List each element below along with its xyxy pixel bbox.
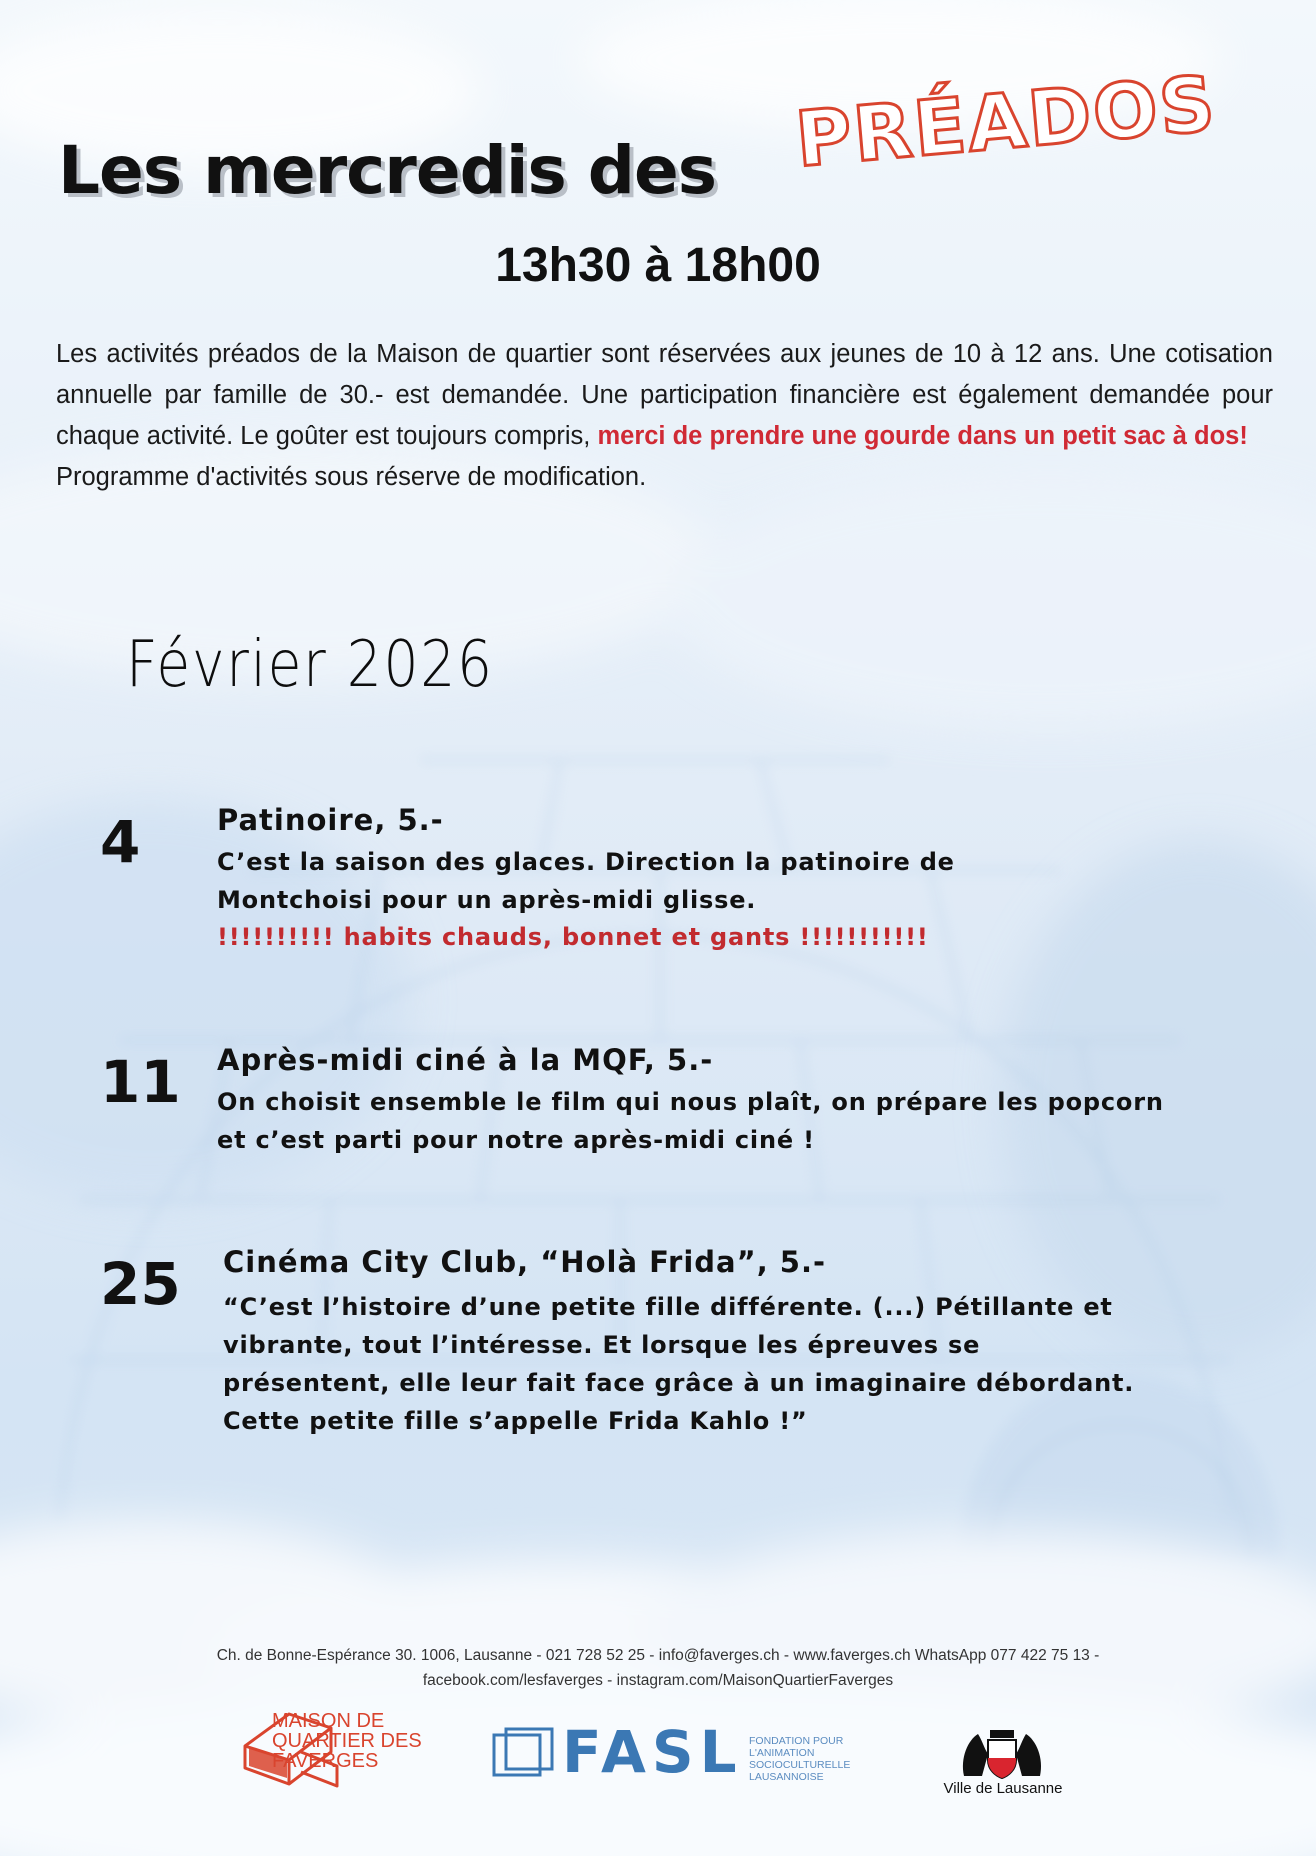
intro-paragraph <box>56 334 1273 498</box>
event-day: 4 <box>100 808 141 876</box>
fasl-logo-subtitle: FONDATION POUR L'ANIMATION SOCIOCULTURELLE LAUSANNOISE <box>749 1735 851 1783</box>
event-title: Patinoire, 5.- <box>217 803 444 837</box>
event-description: C’est la saison des glaces. Direction la patinoire de Montchoisi pour un après-midi glisse. <box>217 848 955 914</box>
event-warning: !!!!!!!!!! habits chauds, bonnet et gants !!!!!!!!!!! <box>217 923 929 951</box>
intro-note: Programme d'activités sous réserve de modification. <box>56 463 647 491</box>
month-heading: Février 2026 <box>126 628 494 702</box>
schedule-time: 13h30 à 18h00 <box>495 239 821 292</box>
lausanne-logo-text: Ville de Lausanne <box>943 1780 1063 1797</box>
maison-quartier-logo-text: MAISON DE QUARTIER DES FAVERGES <box>272 1710 422 1772</box>
intro-highlight: merci de prendre une gourde dans un petit sac à dos! <box>597 422 1248 450</box>
intro-text: Les activités préados de la Maison de quartier sont réservées aux jeunes de 10 à 12 ans. Une cotisation annuelle par famille de 30.- est demandée. Une participation financière est également demandée pour chaque activité. Le goûter est toujours compris, <box>56 340 1273 450</box>
event-day: 11 <box>100 1048 181 1116</box>
event-description: “C’est l’histoire d’une petite fille différente. (...) Pétillante et vibrante, tout l’intéresse. Et lorsque les épreuves se présentent, elle leur fait face grâce à un imaginaire débordant. Cette petite fille s’appelle Frida Kahlo !” <box>223 1293 1135 1435</box>
title-accent: PRÉADOS <box>792 58 1220 184</box>
event-description: On choisit ensemble le film qui nous plaît, on prépare les popcorn et c’est parti pour notre après-midi ciné ! <box>217 1088 1164 1154</box>
event-day: 25 <box>100 1250 181 1318</box>
fasl-logo-text: FASL <box>562 1718 743 1786</box>
contact-info <box>0 1643 1316 1693</box>
page-title: Les mercredis des <box>58 132 717 209</box>
event-title: Cinéma City Club, “Holà Frida”, 5.- <box>223 1245 827 1279</box>
contact-line: facebook.com/lesfaverges - instagram.com/MaisonQuartierFaverges <box>422 1672 894 1689</box>
event-title: Après-midi ciné à la MQF, 5.- <box>217 1043 714 1077</box>
fasl-logo-icon <box>490 1725 556 1781</box>
contact-line: Ch. de Bonne-Espérance 30. 1006, Lausanne - 021 728 52 25 - info@faverges.ch - www.faverges.ch WhatsApp 077 422 75 13 - <box>216 1647 1100 1664</box>
lausanne-coat-of-arms-icon <box>958 1728 1046 1780</box>
